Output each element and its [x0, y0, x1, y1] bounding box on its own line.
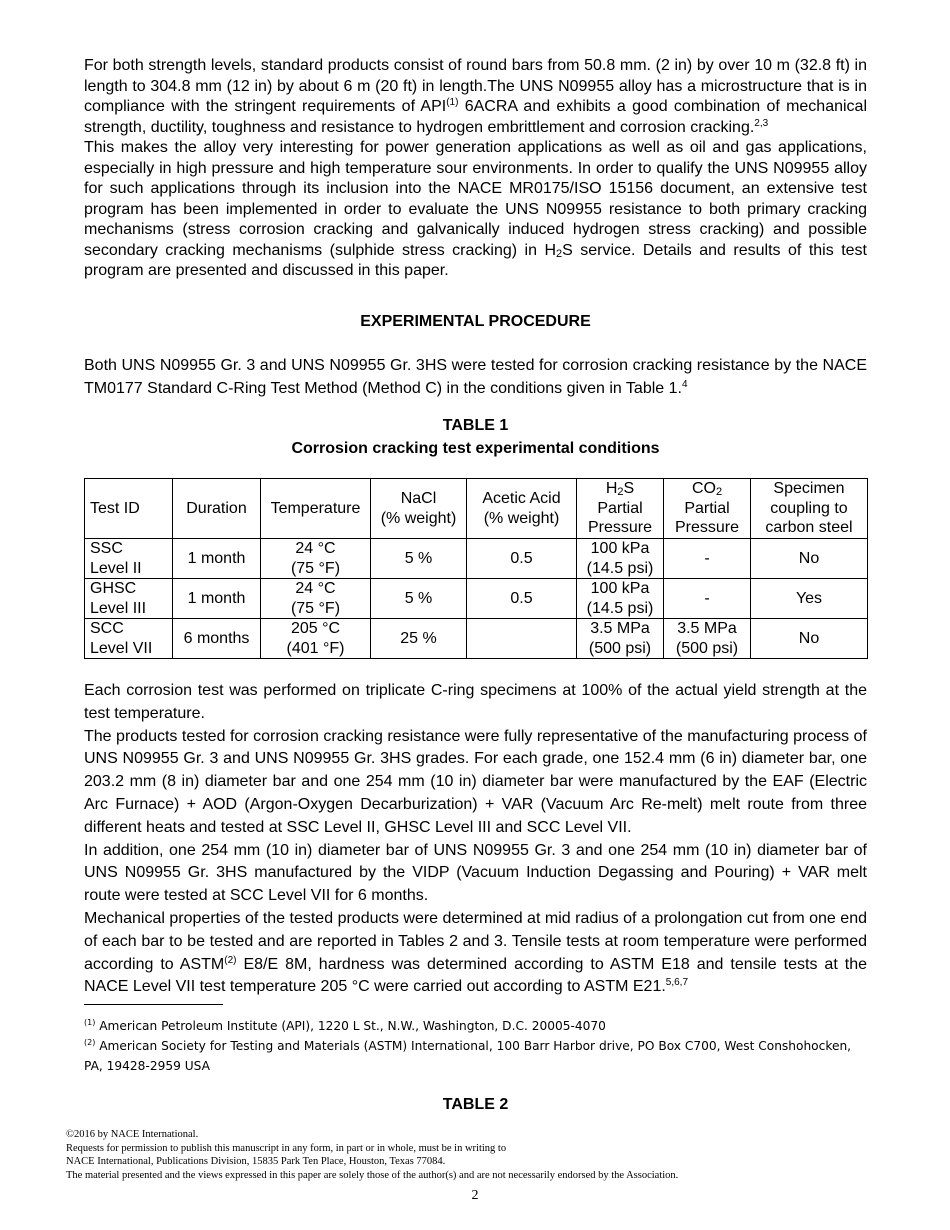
header-nacl: NaCl (% weight) [371, 479, 467, 539]
table-header-row [85, 479, 868, 539]
citation-ref: 2,3 [754, 117, 769, 129]
cell-duration: 6 months [173, 619, 261, 659]
footnote-ref-2: (2) [224, 954, 237, 966]
table1-label: TABLE 1 [442, 417, 509, 434]
cell-temperature: 205 °C (401 °F) [261, 619, 371, 659]
header-duration: Duration [173, 479, 261, 539]
cell-temperature: 24 °C (75 °F) [261, 579, 371, 619]
footnote-divider [84, 1004, 223, 1005]
cell-nacl: 5 % [371, 539, 467, 579]
cell-co2: - [664, 579, 751, 619]
table-row [85, 619, 868, 659]
footnote-2: $^{(2)}$ American Society for Testing and Materials (ASTM) International, 100 Barr Harbor drive, PO Box C700, West Conshohocken, PA, 19428-2959 USA [84, 1038, 852, 1073]
conditions-table [84, 478, 868, 659]
footnote-1: $^{(1)}$ American Petroleum Institute (API), 1220 L St., N.W., Washington, D.C. 20005-4070 [84, 1018, 606, 1033]
cell-coupling: No [751, 619, 868, 659]
table2-label: TABLE 2 [442, 1096, 509, 1113]
header-temperature: Temperature [261, 479, 371, 539]
header-test-id: Test ID [85, 479, 173, 539]
cell-test-id: SSC Level II [85, 539, 173, 579]
header-h2s-pressure: $H_2S$ Partial Pressure [577, 479, 664, 539]
section-heading: EXPERIMENTAL PROCEDURE [360, 313, 591, 330]
header-acetic-acid: Acetic Acid (% weight) [467, 479, 577, 539]
intro-paragraph-1: For both strength levels, standard products consist of round bars from 50.8 mm. (2 in) by over 10 m (32.8 ft) in length to 304.8 mm (12 in) by about 6 m (20 ft) in length.The UNS N09955 alloy has a microstructure that is in compliance with the stringent requirements of API$^{(1)}$ 6ACRA and exhibits a good combination of mechanical strength, ductility, toughness and resistance to hydrogen embrittlement and corrosion cracking.$^{2,3}$ [84, 57, 867, 136]
cell-nacl: 25 % [371, 619, 467, 659]
intro-section [84, 56, 867, 282]
page-number: 2 [471, 1188, 479, 1203]
cell-co2: - [664, 539, 751, 579]
paragraph: Mechanical properties of the tested products were determined at mid radius of a prolongation cut from one end of each bar to be tested and are reported in Tables 2 and 3. Tensile tests at room temperature were performed according to ASTM$^{(2)}$ E8/E 8M, hardness was determined according to ASTM E18 and tensile tests at the NACE Level VII test temperature 205 °C were carried out according to ASTM E21.$^{5,6,7}$ [84, 909, 868, 996]
table-row [85, 539, 868, 579]
cell-h2s: 3.5 MPa (500 psi) [577, 619, 664, 659]
header-coupling: Specimen coupling to carbon steel [751, 479, 868, 539]
citation-ref: 5,6,7 [665, 977, 689, 989]
cell-duration: 1 month [173, 539, 261, 579]
table1-caption: Corrosion cracking test experimental conditions [291, 440, 660, 457]
paragraph: In addition, one 254 mm (10 in) diameter bar of UNS N09955 Gr. 3 and one 254 mm (10 in) diameter bar of UNS N09955 Gr. 3HS manufactured by the VIDP (Vacuum Induction Degassing and Pouring) + VAR melt route were tested at SCC Level VII for 6 months. [84, 841, 867, 905]
cell-acetic: 0.5 [467, 579, 577, 619]
results-section [84, 680, 867, 999]
citation-ref: 4 [681, 378, 688, 390]
cell-nacl: 5 % [371, 579, 467, 619]
footnotes [84, 1016, 867, 1076]
cell-h2s: 100 kPa (14.5 psi) [577, 579, 664, 619]
cell-test-id: SCC Level VII [85, 619, 173, 659]
footnote-ref-1: (1) [446, 97, 459, 108]
cell-co2: 3.5 MPa (500 psi) [664, 619, 751, 659]
copyright-notice: ©2016 by NACE International. Requests for permission to publish this manuscript in any form, in part or in whole, must be in writing to NACE International, Publications Division, 15835 Park Ten Place, Houston, Texas 77084. The material presented and the views expressed in this paper are solely those of the author(s) and are not necessarily endorsed by the Association. [66, 1129, 679, 1181]
cell-temperature: 24 °C (75 °F) [261, 539, 371, 579]
intro-paragraph-2: This makes the alloy very interesting for power generation applications as well as oil and gas applications, especially in high pressure and high temperature sour environments. In order to qualify the UNS N09955 alloy for such applications through its inclusion into the NACE MR0175/ISO 15156 document, an extensive test program has been implemented in order to evaluate the UNS N09955 resistance to both primary cracking mechanisms (stress corrosion cracking and galvanically induced hydrogen stress cracking) and possible secondary cracking mechanisms (sulphide stress cracking) in $H_2S$ service. Details and results of this test program are presented and discussed in this paper. [84, 139, 867, 279]
cell-coupling: Yes [751, 579, 868, 619]
header-co2-pressure: $CO_2$ Partial Pressure [664, 479, 751, 539]
cell-h2s: 100 kPa (14.5 psi) [577, 539, 664, 579]
cell-acetic [467, 619, 577, 659]
paragraph: The products tested for corrosion cracking resistance were fully representative of the manufacturing process of UNS N09955 Gr. 3 and UNS N09955 Gr. 3HS grades. For each grade, one 152.4 mm (6 in) diameter bar, one 203.2 mm (8 in) diameter bar and one 254 mm (10 in) diameter bar were manufactured by the EAF (Electric Arc Furnace) + AOD (Argon-Oxygen Decarburization) + VAR (Vacuum Arc Re-melt) melt route from three different heats and tested at SSC Level II, GHSC Level III and SCC Level VII. [84, 727, 867, 836]
table-row [85, 579, 868, 619]
procedure-paragraph: Both UNS N09955 Gr. 3 and UNS N09955 Gr. 3HS were tested for corrosion cracking resistance by the NACE TM0177 Standard C-Ring Test Method (Method C) in the conditions given in Table 1.$^4$ [84, 357, 867, 397]
paragraph: Each corrosion test was performed on triplicate C-ring specimens at 100% of the actual yield strength at the test temperature. [84, 682, 867, 722]
cell-coupling: No [751, 539, 868, 579]
cell-acetic: 0.5 [467, 539, 577, 579]
cell-test-id: GHSC Level III [85, 579, 173, 619]
cell-duration: 1 month [173, 579, 261, 619]
